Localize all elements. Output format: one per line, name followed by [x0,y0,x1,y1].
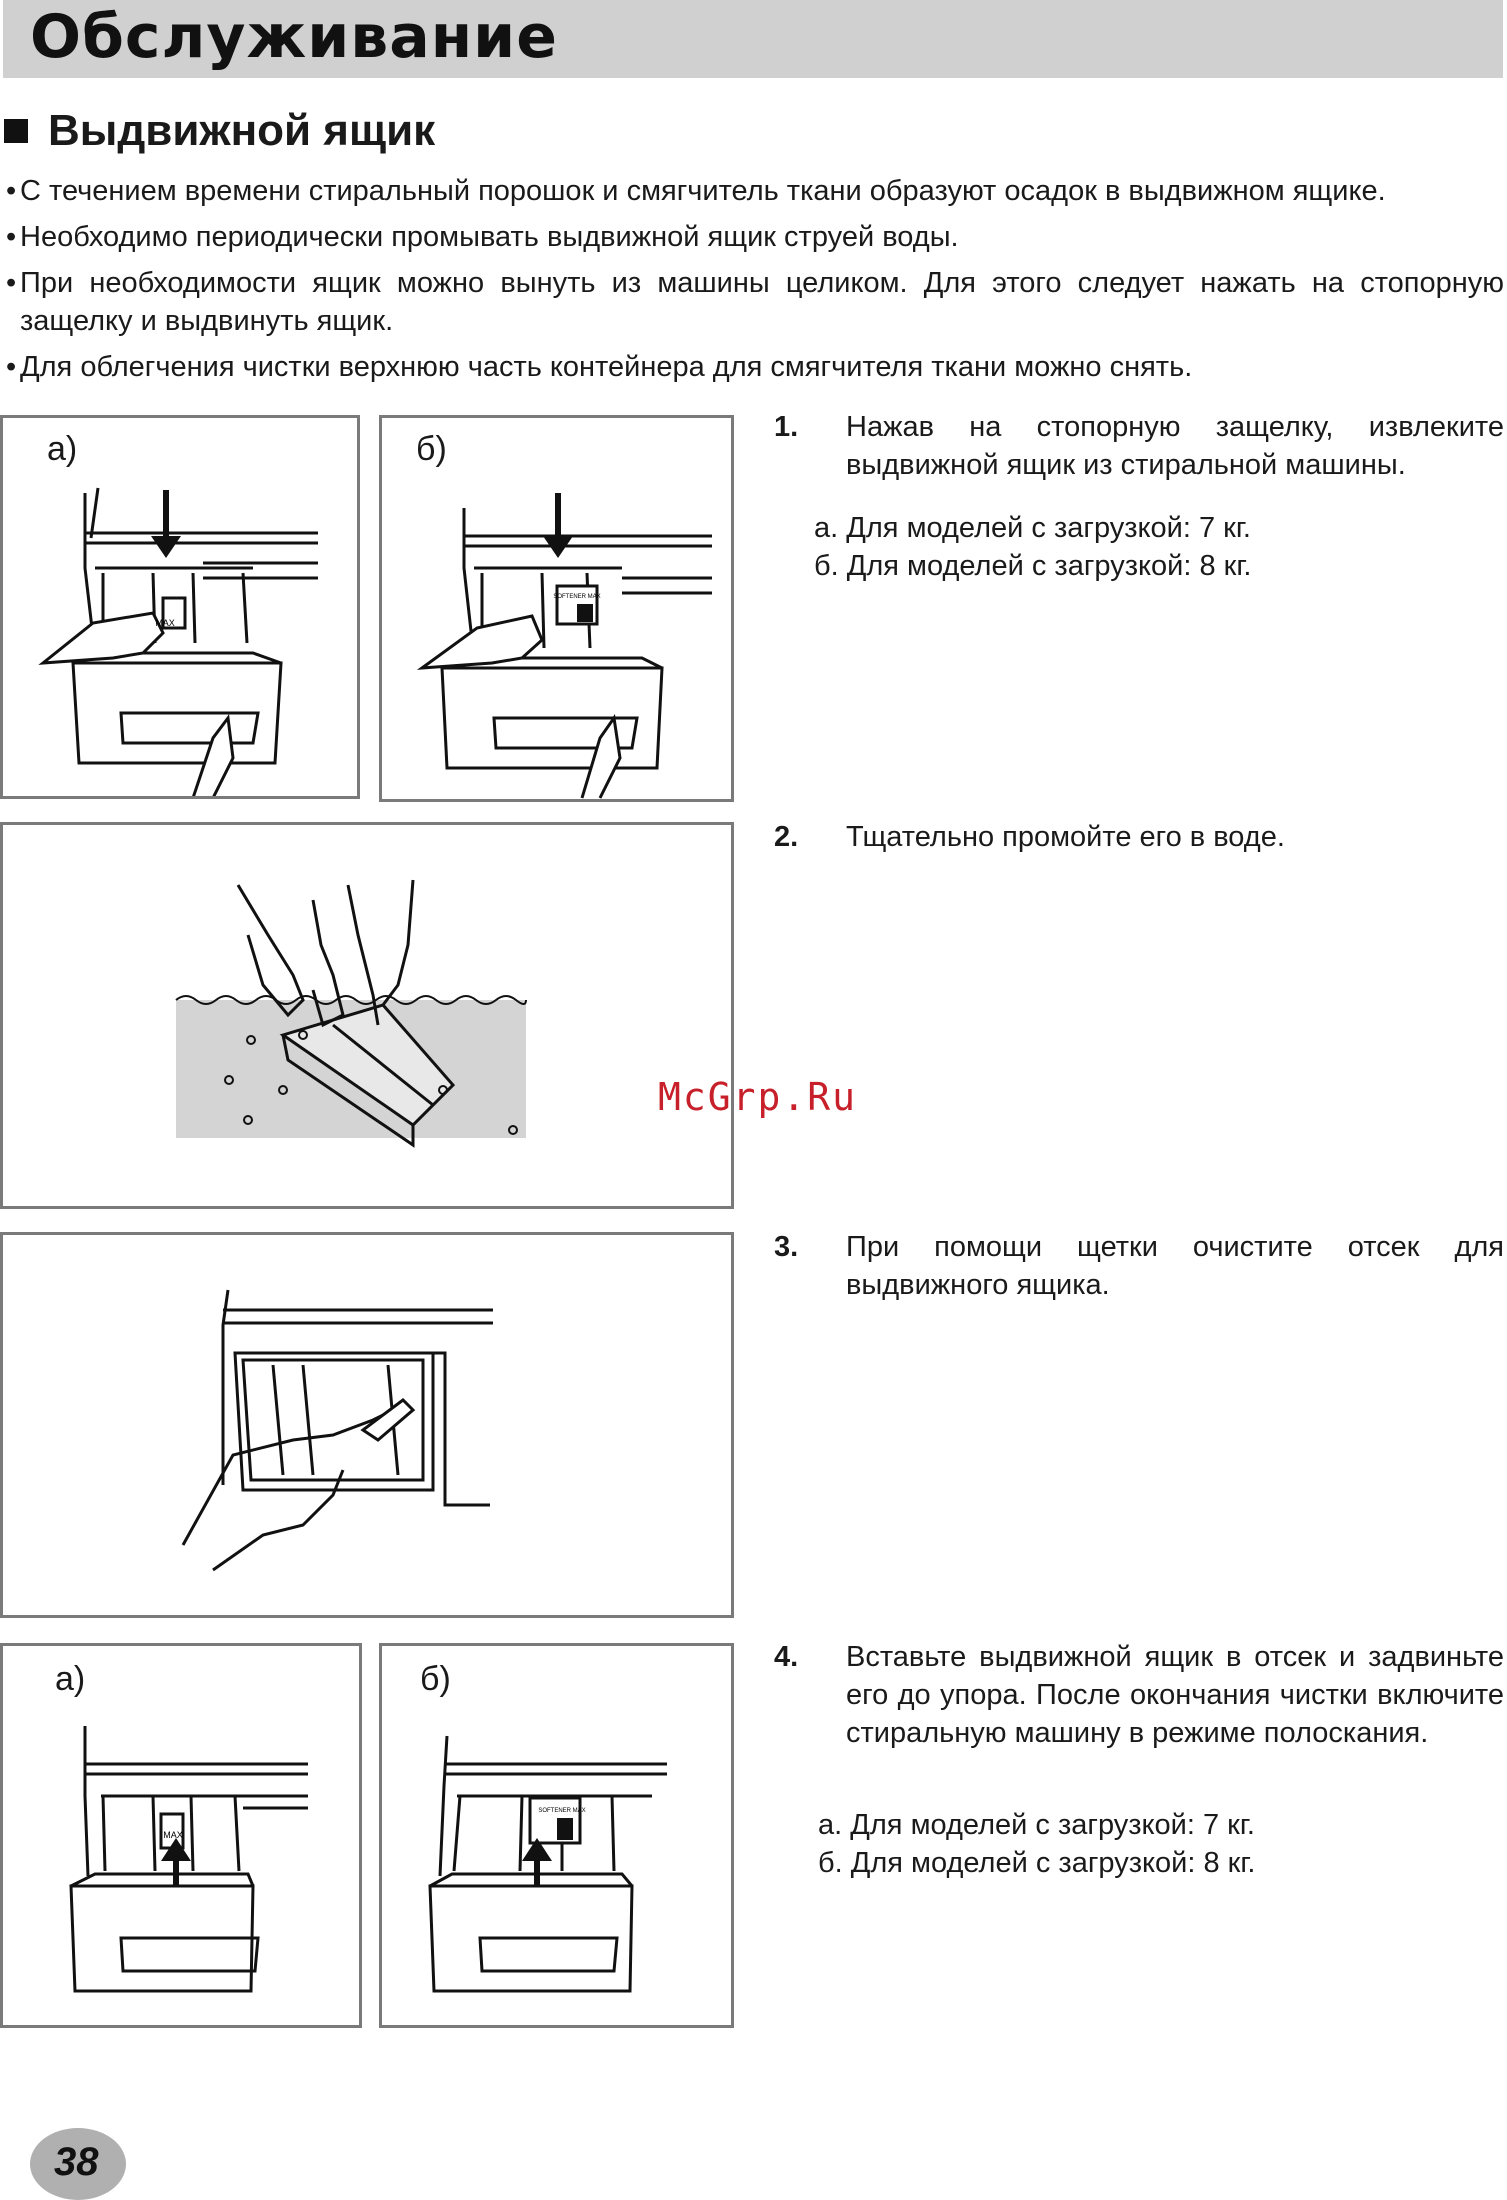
page-title: Обслуживание [30,2,558,72]
figure-label: а) [55,1660,86,1698]
figure-label: а) [47,430,78,468]
brush-cleaning-illustration [3,1235,731,1615]
washing-drawer-illustration [3,825,731,1206]
list-item: • С течением времени стиральный порошок и смягчитель ткани образуют осадок в выдвижном ящике. [6,175,1386,207]
list-item: • Необходимо периодически промывать выдвижной ящик струей воды. [6,221,959,253]
list-item: • При необходимости ящик можно вынуть из машины целиком. Для этого следует нажать на стопорную защелку и выдвинуть ящик. [6,267,1504,337]
figure-2 [0,822,734,1209]
step-1-note-b: б. Для моделей с загрузкой: 8 кг. [814,550,1252,582]
figure-label: б) [420,1660,451,1698]
intro-bullets [6,172,1504,394]
step-4-note-a: а. Для моделей с загрузкой: 7 кг. [818,1809,1255,1841]
drawer-insertion-illustration [3,1646,359,2025]
step-1-note-a: а. Для моделей с загрузкой: 7 кг. [814,512,1251,544]
drawer-mark: SOFTENER MAX [553,594,601,600]
step-1: 1. Нажав на стопорную защелку, извлеките выдвижной ящик из стиральной машины. [774,411,1504,481]
figure-4a [0,1643,362,2028]
drawer-insertion-illustration [382,1646,731,2025]
drawer-mark: SOFTENER MAX [538,1808,586,1814]
page-number: 38 [54,2140,99,2184]
figure-label: б) [416,430,447,468]
step-4-note-b: б. Для моделей с загрузкой: 8 кг. [818,1847,1256,1879]
step-3: 3. При помощи щетки очистите отсек для выдвижного ящика. [774,1231,1504,1301]
square-bullet-icon [4,119,28,143]
drawer-removal-illustration [382,418,731,799]
figure-1b [379,415,734,802]
section-title [0,106,435,156]
figure-1a [0,415,360,799]
drawer-removal-illustration [3,418,357,796]
step-2: 2. Тщательно промойте его в воде. [774,821,1285,853]
watermark: McGrp.Ru [658,1075,858,1119]
drawer-mark: MAX [155,618,175,628]
figure-3 [0,1232,734,1618]
list-item: • Для облегчения чистки верхнюю часть контейнера для смягчителя ткани можно снять. [6,351,1193,383]
step-4: 4. Вставьте выдвижной ящик в отсек и задвиньте его до упора. После окончания чистки включите стиральную машину в режиме полоскания. [774,1641,1504,1749]
figure-4b [379,1643,734,2028]
section-title-text: Выдвижной ящик [48,106,436,155]
drawer-mark: MAX [163,1830,183,1840]
